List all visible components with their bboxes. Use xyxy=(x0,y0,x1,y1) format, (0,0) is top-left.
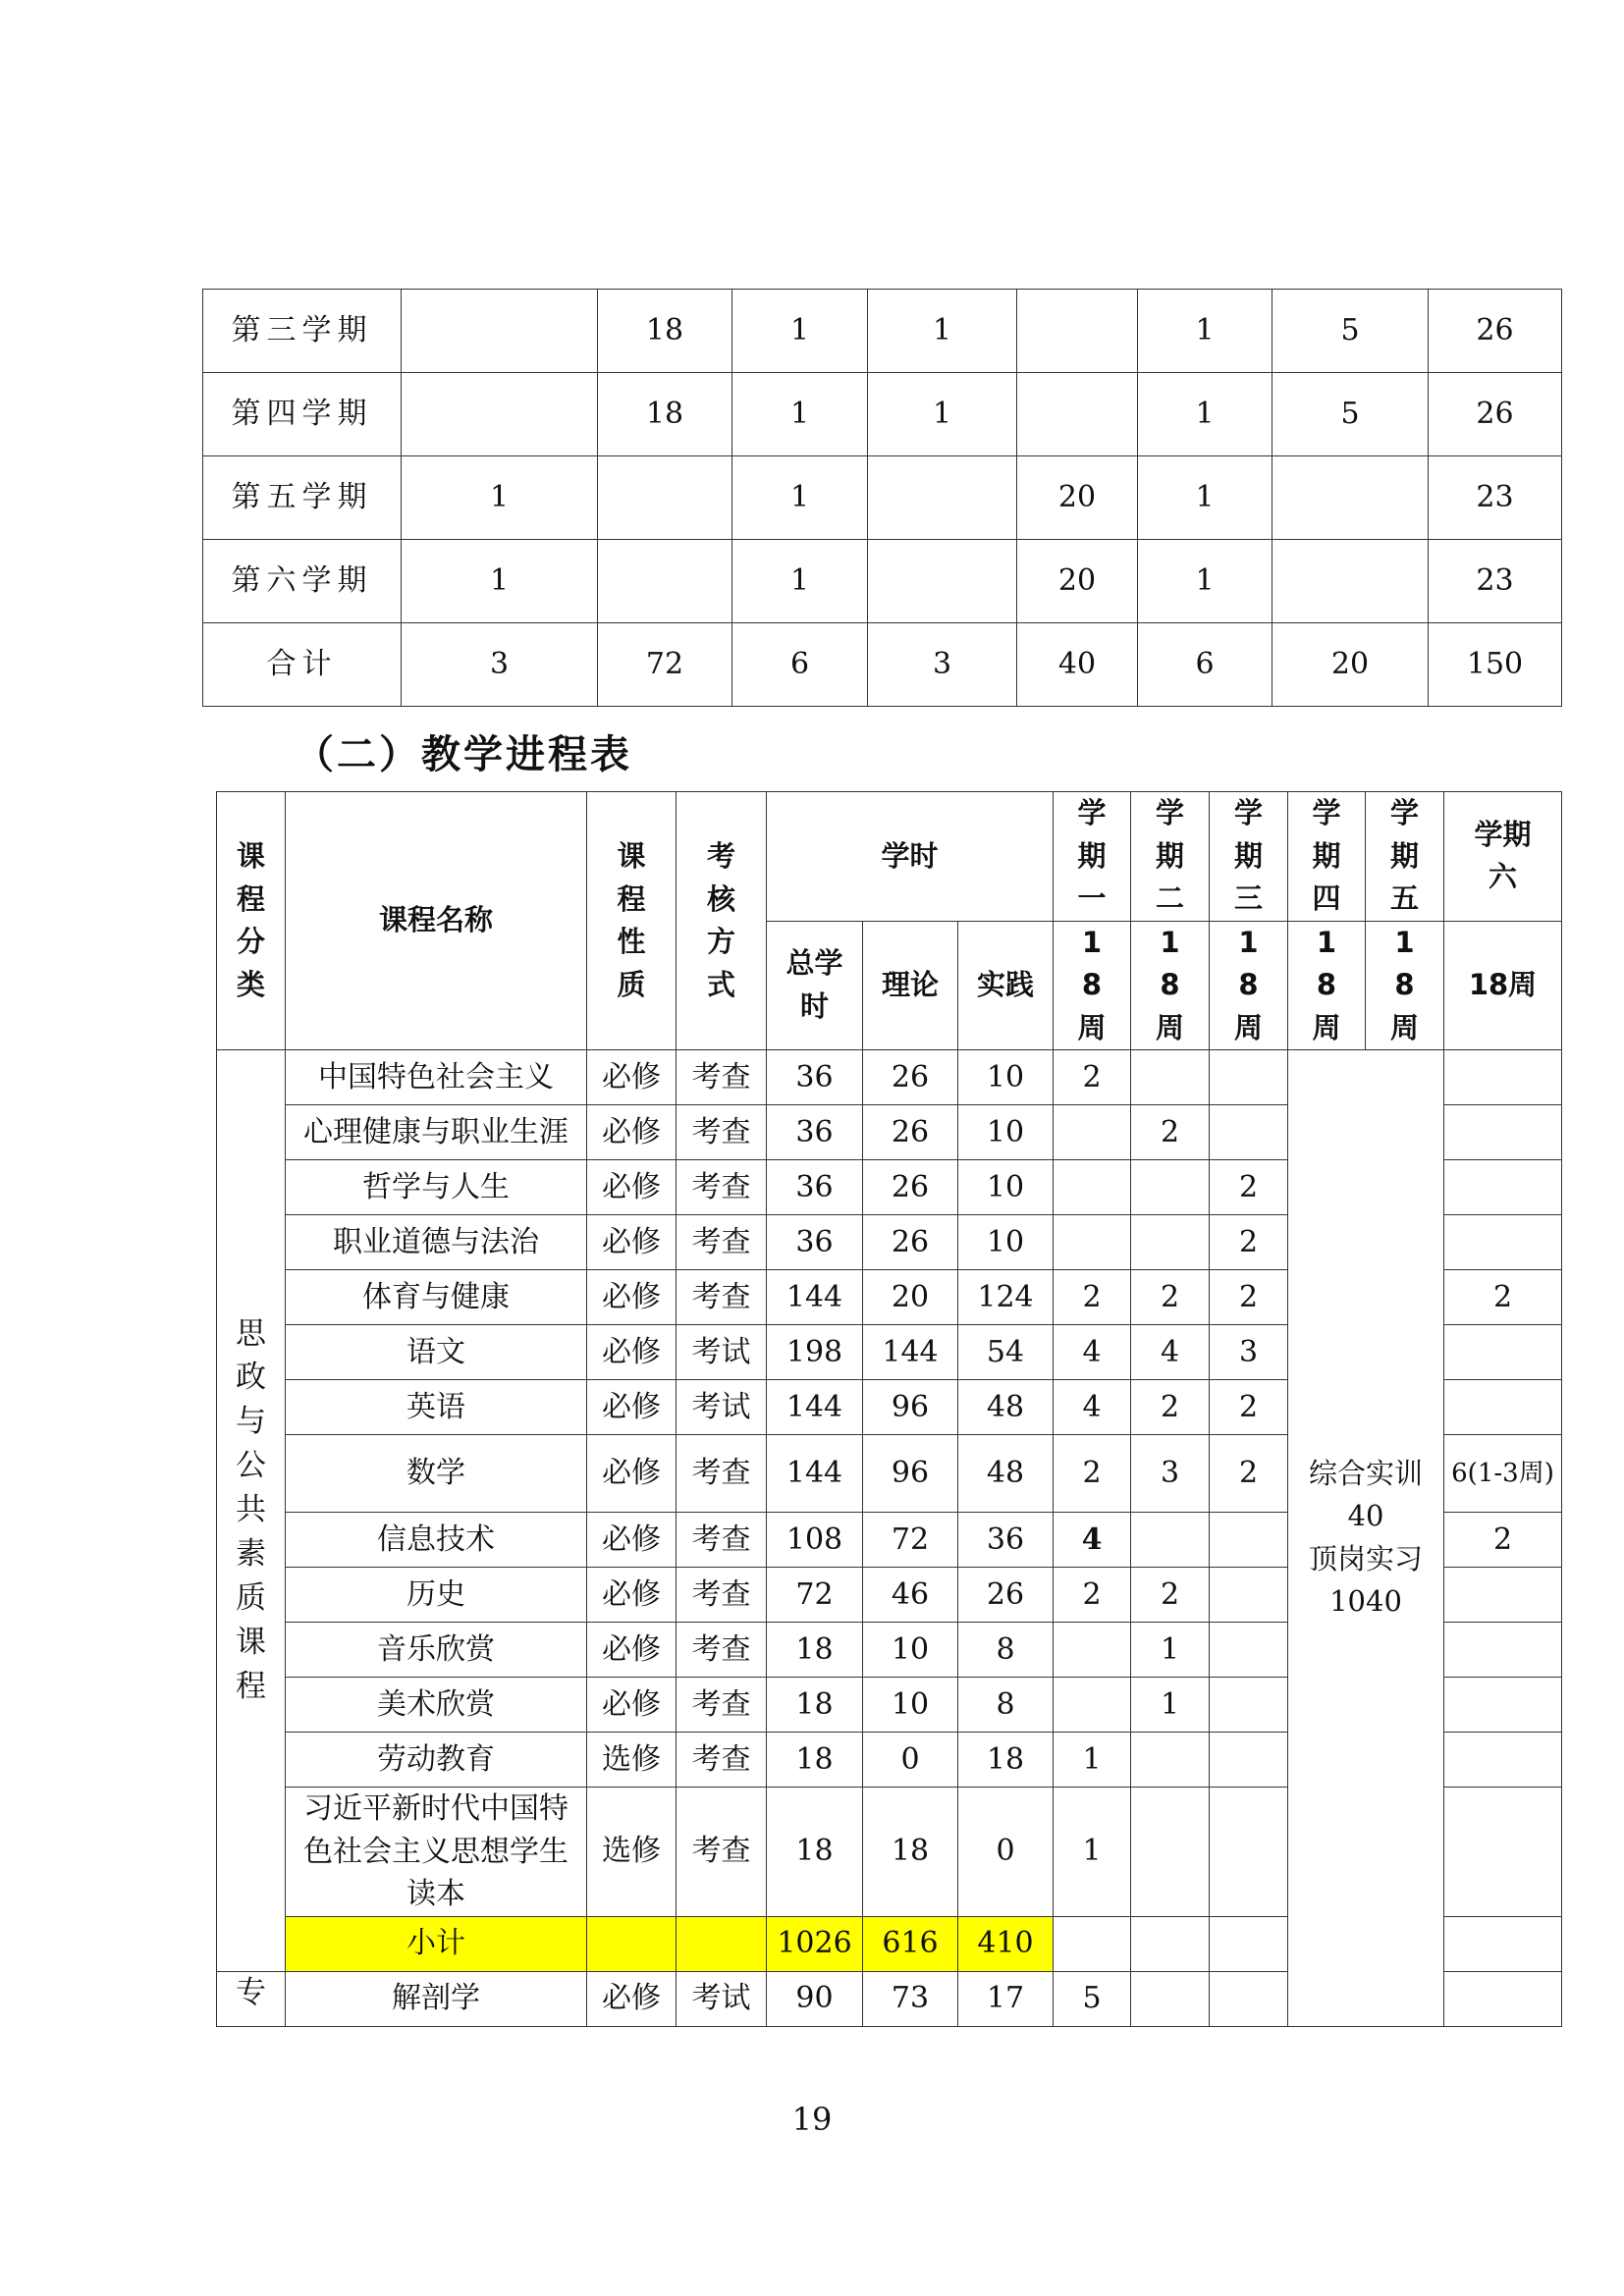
term1-hours xyxy=(1054,1623,1131,1678)
term3-hours xyxy=(1210,1733,1288,1788)
practice-hours: 18 xyxy=(958,1733,1054,1788)
table-cell: 20 xyxy=(1017,456,1138,540)
header-practice: 实践 xyxy=(958,921,1054,1050)
header-weeks1-text: 18周 xyxy=(1077,925,1107,1044)
table-cell: 18 xyxy=(598,373,732,456)
total-hours: 18 xyxy=(767,1788,863,1917)
subtotal-total: 1026 xyxy=(767,1916,863,1971)
table-row xyxy=(203,290,1562,373)
course-nature: 必修 xyxy=(587,1215,677,1270)
table-cell: 40 xyxy=(1017,623,1138,707)
total-hours: 72 xyxy=(767,1568,863,1623)
table-cell: 20 xyxy=(1272,623,1429,707)
term3-hours xyxy=(1210,1623,1288,1678)
total-hours: 36 xyxy=(767,1215,863,1270)
course-name: 心理健康与职业生涯 xyxy=(286,1105,587,1160)
teaching-schedule-body xyxy=(217,792,1562,2027)
table-cell: 20 xyxy=(1017,540,1138,623)
course-name: 解剖学 xyxy=(286,1971,587,2026)
assessment-method: 考查 xyxy=(677,1215,767,1270)
header-term5 xyxy=(1366,792,1444,922)
table-cell: 26 xyxy=(1429,373,1562,456)
theory-hours: 72 xyxy=(863,1513,958,1568)
table-cell xyxy=(402,373,598,456)
practice-hours: 0 xyxy=(958,1788,1054,1917)
header-term4-text: 学期四 xyxy=(1312,796,1341,915)
total-hours: 36 xyxy=(767,1160,863,1215)
theory-hours: 10 xyxy=(863,1623,958,1678)
term1-hours xyxy=(1054,1105,1131,1160)
theory-hours: 96 xyxy=(863,1380,958,1435)
subtotal-practice: 410 xyxy=(958,1916,1054,1971)
total-hours: 144 xyxy=(767,1380,863,1435)
course-nature: 必修 xyxy=(587,1435,677,1513)
course-nature: 选修 xyxy=(587,1788,677,1917)
total-hours: 198 xyxy=(767,1325,863,1380)
table-cell: 23 xyxy=(1429,456,1562,540)
header-term6-text: 学期六 xyxy=(1474,817,1532,894)
practice-hours: 36 xyxy=(958,1513,1054,1568)
total-hours: 18 xyxy=(767,1678,863,1733)
header-weeks4-text: 18周 xyxy=(1312,925,1341,1044)
table-cell xyxy=(1017,373,1138,456)
header-term2-text: 学期二 xyxy=(1156,796,1185,915)
table-cell xyxy=(868,540,1017,623)
category-text: 思政与公共素质课程 xyxy=(236,1315,266,1705)
term3-hours: 2 xyxy=(1210,1215,1288,1270)
term2-hours xyxy=(1131,1160,1210,1215)
course-name: 职业道德与法治 xyxy=(286,1215,587,1270)
total-hours: 36 xyxy=(767,1105,863,1160)
table-cell: 5 xyxy=(1272,290,1429,373)
course-nature: 必修 xyxy=(587,1678,677,1733)
assessment-method: 考查 xyxy=(677,1270,767,1325)
term3-hours: 2 xyxy=(1210,1380,1288,1435)
term1-hours: 2 xyxy=(1054,1435,1131,1513)
table-cell: 1 xyxy=(1138,456,1272,540)
term2-hours xyxy=(1131,1513,1210,1568)
semester-label: 第五学期 xyxy=(203,456,402,540)
subtotal-term2 xyxy=(1131,1916,1210,1971)
course-nature: 必修 xyxy=(587,1160,677,1215)
practicum-text: 40 xyxy=(1347,1499,1384,1533)
table-cell: 23 xyxy=(1429,540,1562,623)
theory-hours: 20 xyxy=(863,1270,958,1325)
assessment-method: 考查 xyxy=(677,1568,767,1623)
table-cell: 18 xyxy=(598,290,732,373)
course-name: 历史 xyxy=(286,1568,587,1623)
subtotal-term3 xyxy=(1210,1916,1288,1971)
course-name: 信息技术 xyxy=(286,1513,587,1568)
assessment-method: 考查 xyxy=(677,1678,767,1733)
table-cell: 5 xyxy=(1272,373,1429,456)
table-cell xyxy=(868,456,1017,540)
category-cell xyxy=(217,1050,286,1972)
total-hours: 18 xyxy=(767,1733,863,1788)
semester-label: 第六学期 xyxy=(203,540,402,623)
subtotal-theory: 616 xyxy=(863,1916,958,1971)
term3-hours: 2 xyxy=(1210,1160,1288,1215)
term6-hours xyxy=(1444,1215,1562,1270)
table-cell: 6 xyxy=(1138,623,1272,707)
theory-hours: 26 xyxy=(863,1050,958,1105)
table-cell: 26 xyxy=(1429,290,1562,373)
subtotal-nature xyxy=(587,1916,677,1971)
term3-hours xyxy=(1210,1050,1288,1105)
term2-hours: 3 xyxy=(1131,1435,1210,1513)
subtotal-label: 小计 xyxy=(286,1916,587,1971)
term6-hours xyxy=(1444,1160,1562,1215)
total-hours: 144 xyxy=(767,1270,863,1325)
term6-hours xyxy=(1444,1325,1562,1380)
subtotal-term1 xyxy=(1054,1916,1131,1971)
course-nature: 必修 xyxy=(587,1623,677,1678)
term1-hours xyxy=(1054,1160,1131,1215)
table-row xyxy=(203,456,1562,540)
semester-summary-table xyxy=(202,289,1562,707)
term2-hours xyxy=(1131,1215,1210,1270)
header-weeks3-text: 18周 xyxy=(1233,925,1263,1044)
table-cell xyxy=(598,540,732,623)
assessment-method: 考查 xyxy=(677,1733,767,1788)
practice-hours: 48 xyxy=(958,1380,1054,1435)
assessment-method: 考查 xyxy=(677,1050,767,1105)
table-cell: 150 xyxy=(1429,623,1562,707)
practice-hours: 26 xyxy=(958,1568,1054,1623)
theory-hours: 26 xyxy=(863,1215,958,1270)
term2-hours: 2 xyxy=(1131,1270,1210,1325)
header-weeks2-text: 18周 xyxy=(1155,925,1184,1044)
assessment-method: 考试 xyxy=(677,1380,767,1435)
term6-hours xyxy=(1444,1105,1562,1160)
assessment-method: 考查 xyxy=(677,1513,767,1568)
theory-hours: 10 xyxy=(863,1678,958,1733)
course-name: 语文 xyxy=(286,1325,587,1380)
term1-hours xyxy=(1054,1215,1131,1270)
course-nature: 必修 xyxy=(587,1105,677,1160)
term3-hours xyxy=(1210,1513,1288,1568)
table-cell: 1 xyxy=(402,456,598,540)
practice-hours: 10 xyxy=(958,1105,1054,1160)
term2-hours: 2 xyxy=(1131,1105,1210,1160)
table-cell: 1 xyxy=(1138,373,1272,456)
assessment-method: 考查 xyxy=(677,1105,767,1160)
header-weeks5 xyxy=(1366,921,1444,1050)
subtotal-term6 xyxy=(1444,1916,1562,1971)
assessment-method: 考查 xyxy=(677,1788,767,1917)
theory-hours: 144 xyxy=(863,1325,958,1380)
header-weeks4 xyxy=(1288,921,1366,1050)
total-hours: 108 xyxy=(767,1513,863,1568)
term3-hours xyxy=(1210,1678,1288,1733)
term6-hours: 6(1-3周) xyxy=(1444,1435,1562,1513)
term6-hours xyxy=(1444,1678,1562,1733)
practice-hours: 10 xyxy=(958,1160,1054,1215)
term3-hours xyxy=(1210,1971,1288,2026)
term6-hours: 2 xyxy=(1444,1513,1562,1568)
term3-hours xyxy=(1210,1788,1288,1917)
practice-hours: 10 xyxy=(958,1215,1054,1270)
theory-hours: 96 xyxy=(863,1435,958,1513)
course-nature: 必修 xyxy=(587,1568,677,1623)
section-title: （二）教学进程表 xyxy=(295,732,632,777)
table-cell xyxy=(1272,456,1429,540)
header-term5-text: 学期五 xyxy=(1390,796,1420,915)
header-assessment-text: 考核方式 xyxy=(707,839,736,1001)
theory-hours: 73 xyxy=(863,1971,958,2026)
course-name: 劳动教育 xyxy=(286,1733,587,1788)
table-cell: 1 xyxy=(732,540,868,623)
term1-hours: 5 xyxy=(1054,1971,1131,2026)
course-name: 习近平新时代中国特色社会主义思想学生读本 xyxy=(286,1788,587,1917)
term1-hours xyxy=(1054,1678,1131,1733)
course-name: 音乐欣赏 xyxy=(286,1623,587,1678)
table-cell: 1 xyxy=(868,373,1017,456)
term2-hours: 1 xyxy=(1131,1623,1210,1678)
course-name: 中国特色社会主义 xyxy=(286,1050,587,1105)
table-cell: 1 xyxy=(402,540,598,623)
total-hours: 90 xyxy=(767,1971,863,2026)
header-course-name: 课程名称 xyxy=(286,792,587,1050)
term6-hours xyxy=(1444,1788,1562,1917)
course-name: 数学 xyxy=(286,1435,587,1513)
term1-hours: 2 xyxy=(1054,1568,1131,1623)
term2-hours: 2 xyxy=(1131,1380,1210,1435)
practicum-text: 顶岗实习 xyxy=(1308,1541,1423,1575)
header-term2 xyxy=(1131,792,1210,922)
term2-hours: 2 xyxy=(1131,1568,1210,1623)
practice-hours: 8 xyxy=(958,1678,1054,1733)
header-theory: 理论 xyxy=(863,921,958,1050)
header-term4 xyxy=(1288,792,1366,922)
term3-hours xyxy=(1210,1105,1288,1160)
subtotal-assessment xyxy=(677,1916,767,1971)
assessment-method: 考查 xyxy=(677,1160,767,1215)
practicum-text: 1040 xyxy=(1329,1584,1402,1619)
page-number: 19 xyxy=(791,2101,833,2138)
table-cell xyxy=(598,456,732,540)
table-cell: 1 xyxy=(1138,290,1272,373)
semester-summary-body xyxy=(203,290,1562,707)
term1-hours: 2 xyxy=(1054,1050,1131,1105)
assessment-method: 考试 xyxy=(677,1971,767,2026)
total-hours: 18 xyxy=(767,1623,863,1678)
course-nature: 必修 xyxy=(587,1513,677,1568)
course-nature: 必修 xyxy=(587,1971,677,2026)
table-cell: 1 xyxy=(868,290,1017,373)
header-term3 xyxy=(1210,792,1288,922)
total-hours: 36 xyxy=(767,1050,863,1105)
header-term1 xyxy=(1054,792,1131,922)
table-cell: 3 xyxy=(868,623,1017,707)
course-name: 美术欣赏 xyxy=(286,1678,587,1733)
header-weeks3 xyxy=(1210,921,1288,1050)
practice-hours: 17 xyxy=(958,1971,1054,2026)
term1-hours: 4 xyxy=(1054,1325,1131,1380)
term2-hours: 1 xyxy=(1131,1678,1210,1733)
table-cell: 72 xyxy=(598,623,732,707)
term2-hours xyxy=(1131,1050,1210,1105)
term2-hours xyxy=(1131,1971,1210,2026)
theory-hours: 18 xyxy=(863,1788,958,1917)
practicum-text: 综合实训 xyxy=(1308,1456,1423,1490)
term6-hours xyxy=(1444,1971,1562,2026)
header-term6 xyxy=(1444,792,1562,922)
term1-hours: 4 xyxy=(1054,1380,1131,1435)
term6-hours xyxy=(1444,1733,1562,1788)
term1-hours: 2 xyxy=(1054,1270,1131,1325)
header-hours: 学时 xyxy=(767,792,1054,922)
assessment-method: 考查 xyxy=(677,1435,767,1513)
term3-hours: 2 xyxy=(1210,1270,1288,1325)
practice-hours: 8 xyxy=(958,1623,1054,1678)
total-hours: 144 xyxy=(767,1435,863,1513)
table-cell xyxy=(402,290,598,373)
term6-hours xyxy=(1444,1623,1562,1678)
term6-hours xyxy=(1444,1050,1562,1105)
theory-hours: 46 xyxy=(863,1568,958,1623)
header-weeks1 xyxy=(1054,921,1131,1050)
term2-hours xyxy=(1131,1733,1210,1788)
course-nature: 必修 xyxy=(587,1050,677,1105)
semester-label: 第三学期 xyxy=(203,290,402,373)
practice-hours: 48 xyxy=(958,1435,1054,1513)
semester-label: 合计 xyxy=(203,623,402,707)
header-term1-text: 学期一 xyxy=(1077,796,1107,915)
course-name: 体育与健康 xyxy=(286,1270,587,1325)
term2-hours xyxy=(1131,1788,1210,1917)
term3-hours: 2 xyxy=(1210,1435,1288,1513)
table-cell: 1 xyxy=(1138,540,1272,623)
course-name: 英语 xyxy=(286,1380,587,1435)
header-category-text: 课程分类 xyxy=(237,839,266,1001)
course-nature: 必修 xyxy=(587,1325,677,1380)
practicum-merged-cell xyxy=(1288,1050,1444,2027)
header-weeks6: 18周 xyxy=(1444,921,1562,1050)
header-weeks5-text: 18周 xyxy=(1389,925,1419,1044)
term1-hours: 4 xyxy=(1054,1513,1131,1568)
table-row xyxy=(203,373,1562,456)
table-cell: 1 xyxy=(732,373,868,456)
course-nature: 必修 xyxy=(587,1270,677,1325)
header-category xyxy=(217,792,286,1050)
table-cell xyxy=(1272,540,1429,623)
term6-hours: 2 xyxy=(1444,1270,1562,1325)
term3-hours xyxy=(1210,1568,1288,1623)
table-row xyxy=(203,540,1562,623)
header-total-hours-text: 总学时 xyxy=(785,946,843,1023)
term3-hours: 3 xyxy=(1210,1325,1288,1380)
course-nature: 选修 xyxy=(587,1733,677,1788)
assessment-method: 考查 xyxy=(677,1623,767,1678)
table-row xyxy=(203,623,1562,707)
category-cell-2: 专 xyxy=(217,1971,286,2026)
table-cell: 3 xyxy=(402,623,598,707)
term6-hours xyxy=(1444,1380,1562,1435)
table-row xyxy=(217,1050,1562,1105)
table-cell: 1 xyxy=(732,290,868,373)
header-term3-text: 学期三 xyxy=(1234,796,1264,915)
course-nature: 必修 xyxy=(587,1380,677,1435)
theory-hours: 0 xyxy=(863,1733,958,1788)
term6-hours xyxy=(1444,1568,1562,1623)
header-assessment xyxy=(677,792,767,1050)
practice-hours: 10 xyxy=(958,1050,1054,1105)
theory-hours: 26 xyxy=(863,1105,958,1160)
course-name: 哲学与人生 xyxy=(286,1160,587,1215)
table-cell xyxy=(1017,290,1138,373)
term2-hours: 4 xyxy=(1131,1325,1210,1380)
semester-label: 第四学期 xyxy=(203,373,402,456)
practice-hours: 124 xyxy=(958,1270,1054,1325)
header-nature-text: 课程性质 xyxy=(617,839,646,1001)
theory-hours: 26 xyxy=(863,1160,958,1215)
table-cell: 6 xyxy=(732,623,868,707)
header-nature xyxy=(587,792,677,1050)
header-total-hours xyxy=(767,921,863,1050)
header-weeks2 xyxy=(1131,921,1210,1050)
table-cell: 1 xyxy=(732,456,868,540)
term1-hours: 1 xyxy=(1054,1788,1131,1917)
assessment-method: 考试 xyxy=(677,1325,767,1380)
teaching-schedule-table xyxy=(216,791,1562,2027)
header-row-1 xyxy=(217,792,1562,922)
practice-hours: 54 xyxy=(958,1325,1054,1380)
term1-hours: 1 xyxy=(1054,1733,1131,1788)
